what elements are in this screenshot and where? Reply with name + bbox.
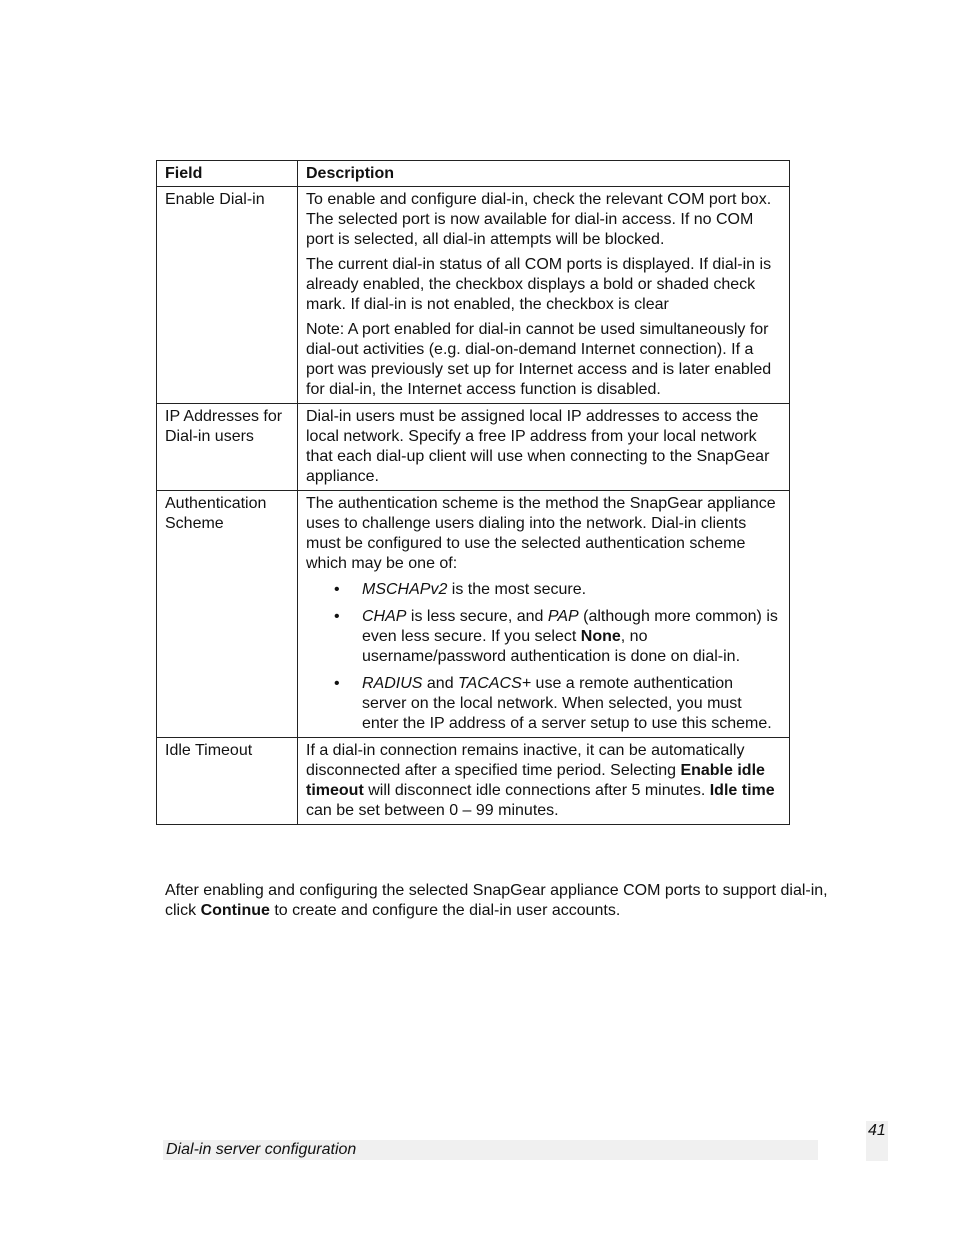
table-row — [157, 404, 790, 491]
description-enable-dialin — [298, 187, 790, 404]
bullet-icon: • — [334, 581, 340, 598]
page-number: 41 — [868, 1122, 886, 1139]
paragraph: To enable and configure dial-in, check the relevant COM port box. The selected port is now available for dial-in access. If no COM port is selected, all dial-in attempts will be blocked. — [306, 191, 772, 248]
field-enable-dialin: Enable Dial-in — [157, 187, 298, 404]
list-text: (although more common) is even less secure. If you select — [362, 608, 778, 645]
table-row — [157, 738, 790, 825]
field-idle-timeout: Idle Timeout — [157, 738, 298, 825]
paragraph-text: After enabling and configuring the selected SnapGear appliance COM ports to support dial-in, click — [165, 882, 828, 919]
field-ip-addresses: IP Addresses for Dial-in users — [157, 404, 298, 491]
description-text: can be set between 0 – 99 minutes. — [306, 802, 559, 819]
description-text: If a dial-in connection remains inactive, it can be automatically disconnected after a specified time period. Selecting — [306, 742, 745, 779]
continue-keyword: Continue — [200, 902, 270, 919]
table-header-row — [157, 161, 790, 187]
paragraph: Note: A port enabled for dial-in cannot be used simultaneously for dial-out activities (e.g. dial-on-demand Internet connection). If a port was previously set up for Internet access and is later enabled for dial-in, the Internet access function is disabled. — [306, 321, 772, 398]
bullet-icon: • — [334, 675, 340, 692]
list-text: is the most secure. — [447, 581, 587, 598]
scheme-name: CHAP — [362, 608, 407, 625]
description-auth-scheme — [298, 491, 790, 738]
description-idle-timeout — [298, 738, 790, 825]
list-text: is less secure, and — [406, 608, 548, 625]
after-table-paragraph — [165, 881, 835, 921]
bullet-icon: • — [334, 608, 340, 625]
description-text: will disconnect idle connections after 5 minutes. — [363, 782, 710, 799]
scheme-name: TACACS+ — [458, 675, 532, 692]
footer-title: Dial-in server configuration — [166, 1141, 357, 1158]
paragraph-text: to create and configure the dial-in user accounts. — [269, 902, 621, 919]
field-auth-scheme: Authentication Scheme — [157, 491, 298, 738]
list-text: and — [422, 675, 459, 692]
option-none: None — [580, 628, 621, 645]
scheme-list — [306, 580, 781, 734]
scheme-name: MSCHAPv2 — [362, 581, 448, 598]
list-item — [334, 580, 781, 600]
paragraph: The current dial-in status of all COM ports is displayed. If dial-in is already enabled, the checkbox displays a bold or shaded check mark. If dial-in is not enabled, the checkbox is clear — [306, 256, 772, 313]
table-row — [157, 491, 790, 738]
option-idle-time: Idle time — [709, 782, 775, 799]
option-enable-idle-timeout: Enable idle timeout — [306, 762, 765, 799]
list-item — [334, 674, 781, 734]
list-item — [334, 607, 781, 667]
scheme-name: RADIUS — [362, 675, 423, 692]
description-ip-addresses: Dial-in users must be assigned local IP addresses to access the local network. Specify a free IP address from your local network that each dial-up client will use when connecting to the SnapGear appliance. — [298, 404, 790, 491]
header-field: Field — [157, 161, 298, 187]
list-text: , no username/password authentication is done on dial-in. — [362, 628, 741, 665]
table-row — [157, 187, 790, 404]
list-text: use a remote authentication server on the local network. When selected, you must enter the IP address of a server setup to use this scheme. — [362, 675, 772, 732]
header-description: Description — [298, 161, 790, 187]
field-description-table — [156, 160, 790, 825]
scheme-name: PAP — [547, 608, 579, 625]
paragraph: The authentication scheme is the method the SnapGear appliance uses to challenge users dialing into the network. Dial-in clients must be configured to use the selected authentication scheme which may be one of: — [306, 495, 776, 572]
